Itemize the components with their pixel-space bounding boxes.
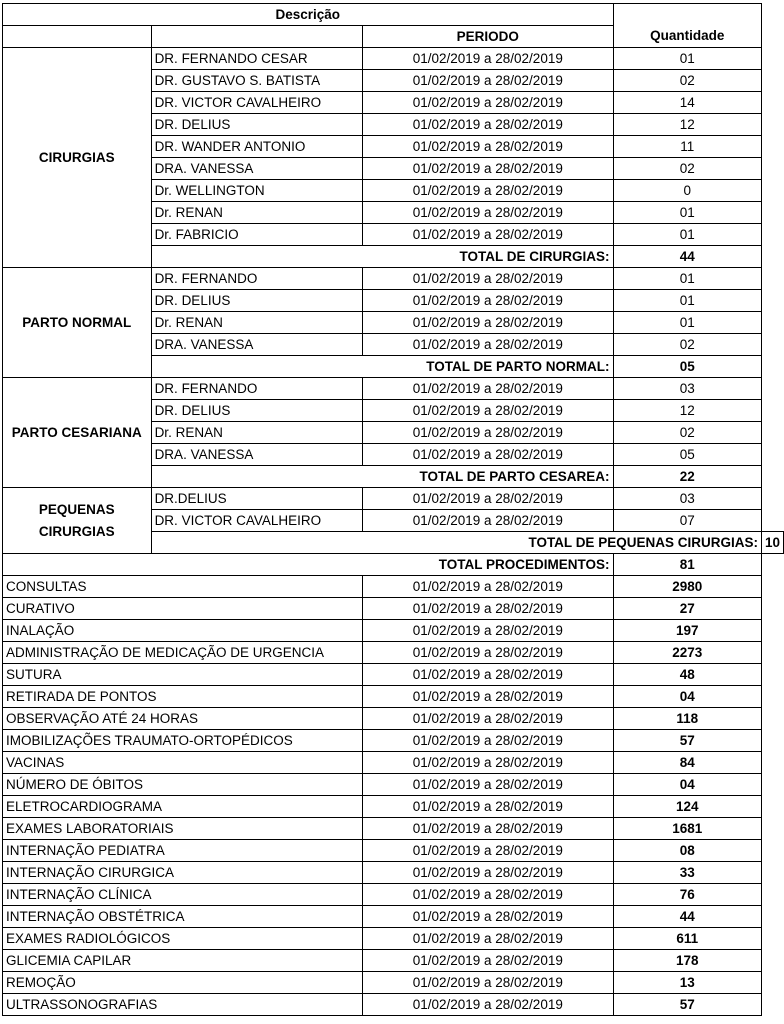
procedure-row [3, 950, 784, 972]
quantity-cell: 124 [613, 796, 761, 818]
doctor-name: Dr. RENAN [151, 312, 362, 334]
procedure-row [3, 774, 784, 796]
period-cell: 01/02/2019 a 28/02/2019 [363, 708, 613, 730]
doctor-name: Dr. FABRICIO [151, 224, 362, 246]
quantity-cell: 01 [613, 202, 761, 224]
period-cell: 01/02/2019 a 28/02/2019 [363, 796, 613, 818]
doctor-name: Dr. RENAN [151, 202, 362, 224]
quantity-cell: 76 [613, 884, 761, 906]
period-cell: 01/02/2019 a 28/02/2019 [363, 312, 613, 334]
period-cell: 01/02/2019 a 28/02/2019 [363, 686, 613, 708]
procedure-row [3, 708, 784, 730]
period-cell: 01/02/2019 a 28/02/2019 [363, 818, 613, 840]
quantity-cell: 01 [613, 290, 761, 312]
procedure-row [3, 862, 784, 884]
procedure-name: NÚMERO DE ÓBITOS [3, 774, 363, 796]
period-cell: 01/02/2019 a 28/02/2019 [363, 730, 613, 752]
period-cell: 01/02/2019 a 28/02/2019 [363, 598, 613, 620]
doctor-name: DR. DELIUS [151, 290, 362, 312]
period-cell: 01/02/2019 a 28/02/2019 [363, 972, 613, 994]
period-cell: 01/02/2019 a 28/02/2019 [363, 774, 613, 796]
doctor-name: DR. FERNANDO CESAR [151, 48, 362, 70]
group-total-label: TOTAL DE CIRURGIAS: [151, 246, 613, 268]
quantity-cell: 27 [613, 598, 761, 620]
procedure-name: ELETROCARDIOGRAMA [3, 796, 363, 818]
quantidade-header: Quantidade [613, 4, 761, 48]
group-total-label: TOTAL DE PARTO NORMAL: [151, 356, 613, 378]
quantity-cell: 01 [613, 268, 761, 290]
procedure-name: IMOBILIZAÇÕES TRAUMATO-ORTOPÉDICOS [3, 730, 363, 752]
procedure-row [3, 796, 784, 818]
procedure-row [3, 928, 784, 950]
quantity-cell: 12 [613, 114, 761, 136]
quantity-cell: 1681 [613, 818, 761, 840]
period-cell: 01/02/2019 a 28/02/2019 [363, 158, 613, 180]
period-cell: 01/02/2019 a 28/02/2019 [363, 48, 613, 70]
period-cell: 01/02/2019 a 28/02/2019 [363, 752, 613, 774]
period-cell: 01/02/2019 a 28/02/2019 [363, 664, 613, 686]
procedure-name: GLICEMIA CAPILAR [3, 950, 363, 972]
procedure-row [3, 994, 784, 1016]
doctor-name: DR. GUSTAVO S. BATISTA [151, 70, 362, 92]
procedure-row [3, 620, 784, 642]
procedure-name: INTERNAÇÃO CIRURGICA [3, 862, 363, 884]
procedure-name: INALAÇÃO [3, 620, 363, 642]
period-cell: 01/02/2019 a 28/02/2019 [363, 950, 613, 972]
quantity-cell: 05 [613, 444, 761, 466]
quantity-cell: 178 [613, 950, 761, 972]
procedure-row [3, 972, 784, 994]
group-label: PARTO NORMAL [3, 268, 152, 378]
period-cell: 01/02/2019 a 28/02/2019 [363, 906, 613, 928]
procedure-name: INTERNAÇÃO OBSTÉTRICA [3, 906, 363, 928]
quantity-cell: 2980 [613, 576, 761, 598]
quantity-cell: 0 [613, 180, 761, 202]
procedure-row [3, 730, 784, 752]
quantity-cell: 03 [613, 378, 761, 400]
procedure-row [3, 818, 784, 840]
grand-total-value: 81 [613, 554, 761, 576]
procedure-row [3, 884, 784, 906]
header-row-1 [3, 4, 784, 26]
procedure-row [3, 752, 784, 774]
period-cell: 01/02/2019 a 28/02/2019 [363, 620, 613, 642]
period-cell: 01/02/2019 a 28/02/2019 [363, 510, 613, 532]
group-label: PEQUENAS CIRURGIAS [3, 488, 152, 554]
quantity-cell: 12 [613, 400, 761, 422]
procedure-name: INTERNAÇÃO CLÍNICA [3, 884, 363, 906]
quantity-cell: 2273 [613, 642, 761, 664]
procedure-row [3, 686, 784, 708]
procedure-name: OBSERVAÇÃO ATÉ 24 HORAS [3, 708, 363, 730]
period-cell: 01/02/2019 a 28/02/2019 [363, 114, 613, 136]
quantity-cell: 57 [613, 994, 761, 1016]
doctor-row [3, 48, 784, 70]
procedure-name: EXAMES LABORATORIAIS [3, 818, 363, 840]
group-label: PARTO CESARIANA [3, 378, 152, 488]
procedure-name: CURATIVO [3, 598, 363, 620]
grand-total-row [3, 554, 784, 576]
report-body [3, 4, 784, 1016]
period-cell: 01/02/2019 a 28/02/2019 [363, 840, 613, 862]
doctor-name: DR. DELIUS [151, 400, 362, 422]
period-cell: 01/02/2019 a 28/02/2019 [363, 378, 613, 400]
quantity-cell: 08 [613, 840, 761, 862]
descricao-header: Descrição [3, 4, 614, 26]
quantity-cell: 33 [613, 862, 761, 884]
quantity-cell: 01 [613, 224, 761, 246]
group-total-value: 44 [613, 246, 761, 268]
periodo-header: PERIODO [363, 26, 613, 48]
quantity-cell: 04 [613, 686, 761, 708]
group-header-blank [3, 26, 152, 48]
quantity-cell: 01 [613, 48, 761, 70]
quantity-cell: 11 [613, 136, 761, 158]
period-cell: 01/02/2019 a 28/02/2019 [363, 862, 613, 884]
period-cell: 01/02/2019 a 28/02/2019 [363, 180, 613, 202]
period-cell: 01/02/2019 a 28/02/2019 [363, 334, 613, 356]
quantity-cell: 57 [613, 730, 761, 752]
procedure-name: REMOÇÃO [3, 972, 363, 994]
period-cell: 01/02/2019 a 28/02/2019 [363, 136, 613, 158]
procedure-name: VACINAS [3, 752, 363, 774]
doctor-name: DR. DELIUS [151, 114, 362, 136]
procedure-row [3, 642, 784, 664]
procedure-name: SUTURA [3, 664, 363, 686]
doctor-name: DR. FERNANDO [151, 268, 362, 290]
period-cell: 01/02/2019 a 28/02/2019 [363, 444, 613, 466]
quantity-cell: 07 [613, 510, 761, 532]
quantity-cell: 03 [613, 488, 761, 510]
quantity-cell: 02 [613, 422, 761, 444]
procedure-name: CONSULTAS [3, 576, 363, 598]
quantity-cell: 84 [613, 752, 761, 774]
group-total-value: 05 [613, 356, 761, 378]
group-total-label: TOTAL DE PARTO CESAREA: [151, 466, 613, 488]
group-total-value: 10 [761, 532, 783, 554]
doctor-name: DR. WANDER ANTONIO [151, 136, 362, 158]
doctor-name: DR. VICTOR CAVALHEIRO [151, 92, 362, 114]
period-cell: 01/02/2019 a 28/02/2019 [363, 268, 613, 290]
doctor-name: Dr. RENAN [151, 422, 362, 444]
period-cell: 01/02/2019 a 28/02/2019 [363, 70, 613, 92]
quantity-cell: 44 [613, 906, 761, 928]
procedure-name: RETIRADA DE PONTOS [3, 686, 363, 708]
procedure-row [3, 598, 784, 620]
quantity-cell: 04 [613, 774, 761, 796]
quantity-cell: 01 [613, 312, 761, 334]
group-label: CIRURGIAS [3, 48, 152, 268]
period-cell: 01/02/2019 a 28/02/2019 [363, 928, 613, 950]
group-total-value: 22 [613, 466, 761, 488]
doctor-name: DRA. VANESSA [151, 444, 362, 466]
quantity-cell: 02 [613, 334, 761, 356]
doctor-name: DR.DELIUS [151, 488, 362, 510]
procedure-row [3, 906, 784, 928]
group-total-label: TOTAL DE PEQUENAS CIRURGIAS: [151, 532, 761, 554]
period-cell: 01/02/2019 a 28/02/2019 [363, 400, 613, 422]
quantity-cell: 118 [613, 708, 761, 730]
procedure-row [3, 576, 784, 598]
quantity-cell: 02 [613, 70, 761, 92]
period-cell: 01/02/2019 a 28/02/2019 [363, 576, 613, 598]
quantity-cell: 13 [613, 972, 761, 994]
quantity-cell: 02 [613, 158, 761, 180]
doctor-name: Dr. WELLINGTON [151, 180, 362, 202]
quantity-cell: 14 [613, 92, 761, 114]
doctor-name: DR. VICTOR CAVALHEIRO [151, 510, 362, 532]
doctor-row [3, 378, 784, 400]
period-cell: 01/02/2019 a 28/02/2019 [363, 642, 613, 664]
doctor-name: DRA. VANESSA [151, 158, 362, 180]
period-cell: 01/02/2019 a 28/02/2019 [363, 884, 613, 906]
quantity-cell: 611 [613, 928, 761, 950]
procedure-name: INTERNAÇÃO PEDIATRA [3, 840, 363, 862]
procedure-row [3, 840, 784, 862]
procedure-name: EXAMES RADIOLÓGICOS [3, 928, 363, 950]
procedure-name: ADMINISTRAÇÃO DE MEDICAÇÃO DE URGENCIA [3, 642, 363, 664]
doctor-row [3, 268, 784, 290]
period-cell: 01/02/2019 a 28/02/2019 [363, 994, 613, 1016]
period-cell: 01/02/2019 a 28/02/2019 [363, 422, 613, 444]
procedure-row [3, 664, 784, 686]
period-cell: 01/02/2019 a 28/02/2019 [363, 290, 613, 312]
procedures-report-table [2, 3, 784, 1016]
doctor-name: DRA. VANESSA [151, 334, 362, 356]
doctor-name: DR. FERNANDO [151, 378, 362, 400]
procedure-name: ULTRASSONOGRAFIAS [3, 994, 363, 1016]
period-cell: 01/02/2019 a 28/02/2019 [363, 224, 613, 246]
doctor-header-blank [151, 26, 362, 48]
doctor-row [3, 488, 784, 510]
period-cell: 01/02/2019 a 28/02/2019 [363, 92, 613, 114]
period-cell: 01/02/2019 a 28/02/2019 [363, 202, 613, 224]
grand-total-label: TOTAL PROCEDIMENTOS: [3, 554, 614, 576]
quantity-cell: 48 [613, 664, 761, 686]
period-cell: 01/02/2019 a 28/02/2019 [363, 488, 613, 510]
quantity-cell: 197 [613, 620, 761, 642]
